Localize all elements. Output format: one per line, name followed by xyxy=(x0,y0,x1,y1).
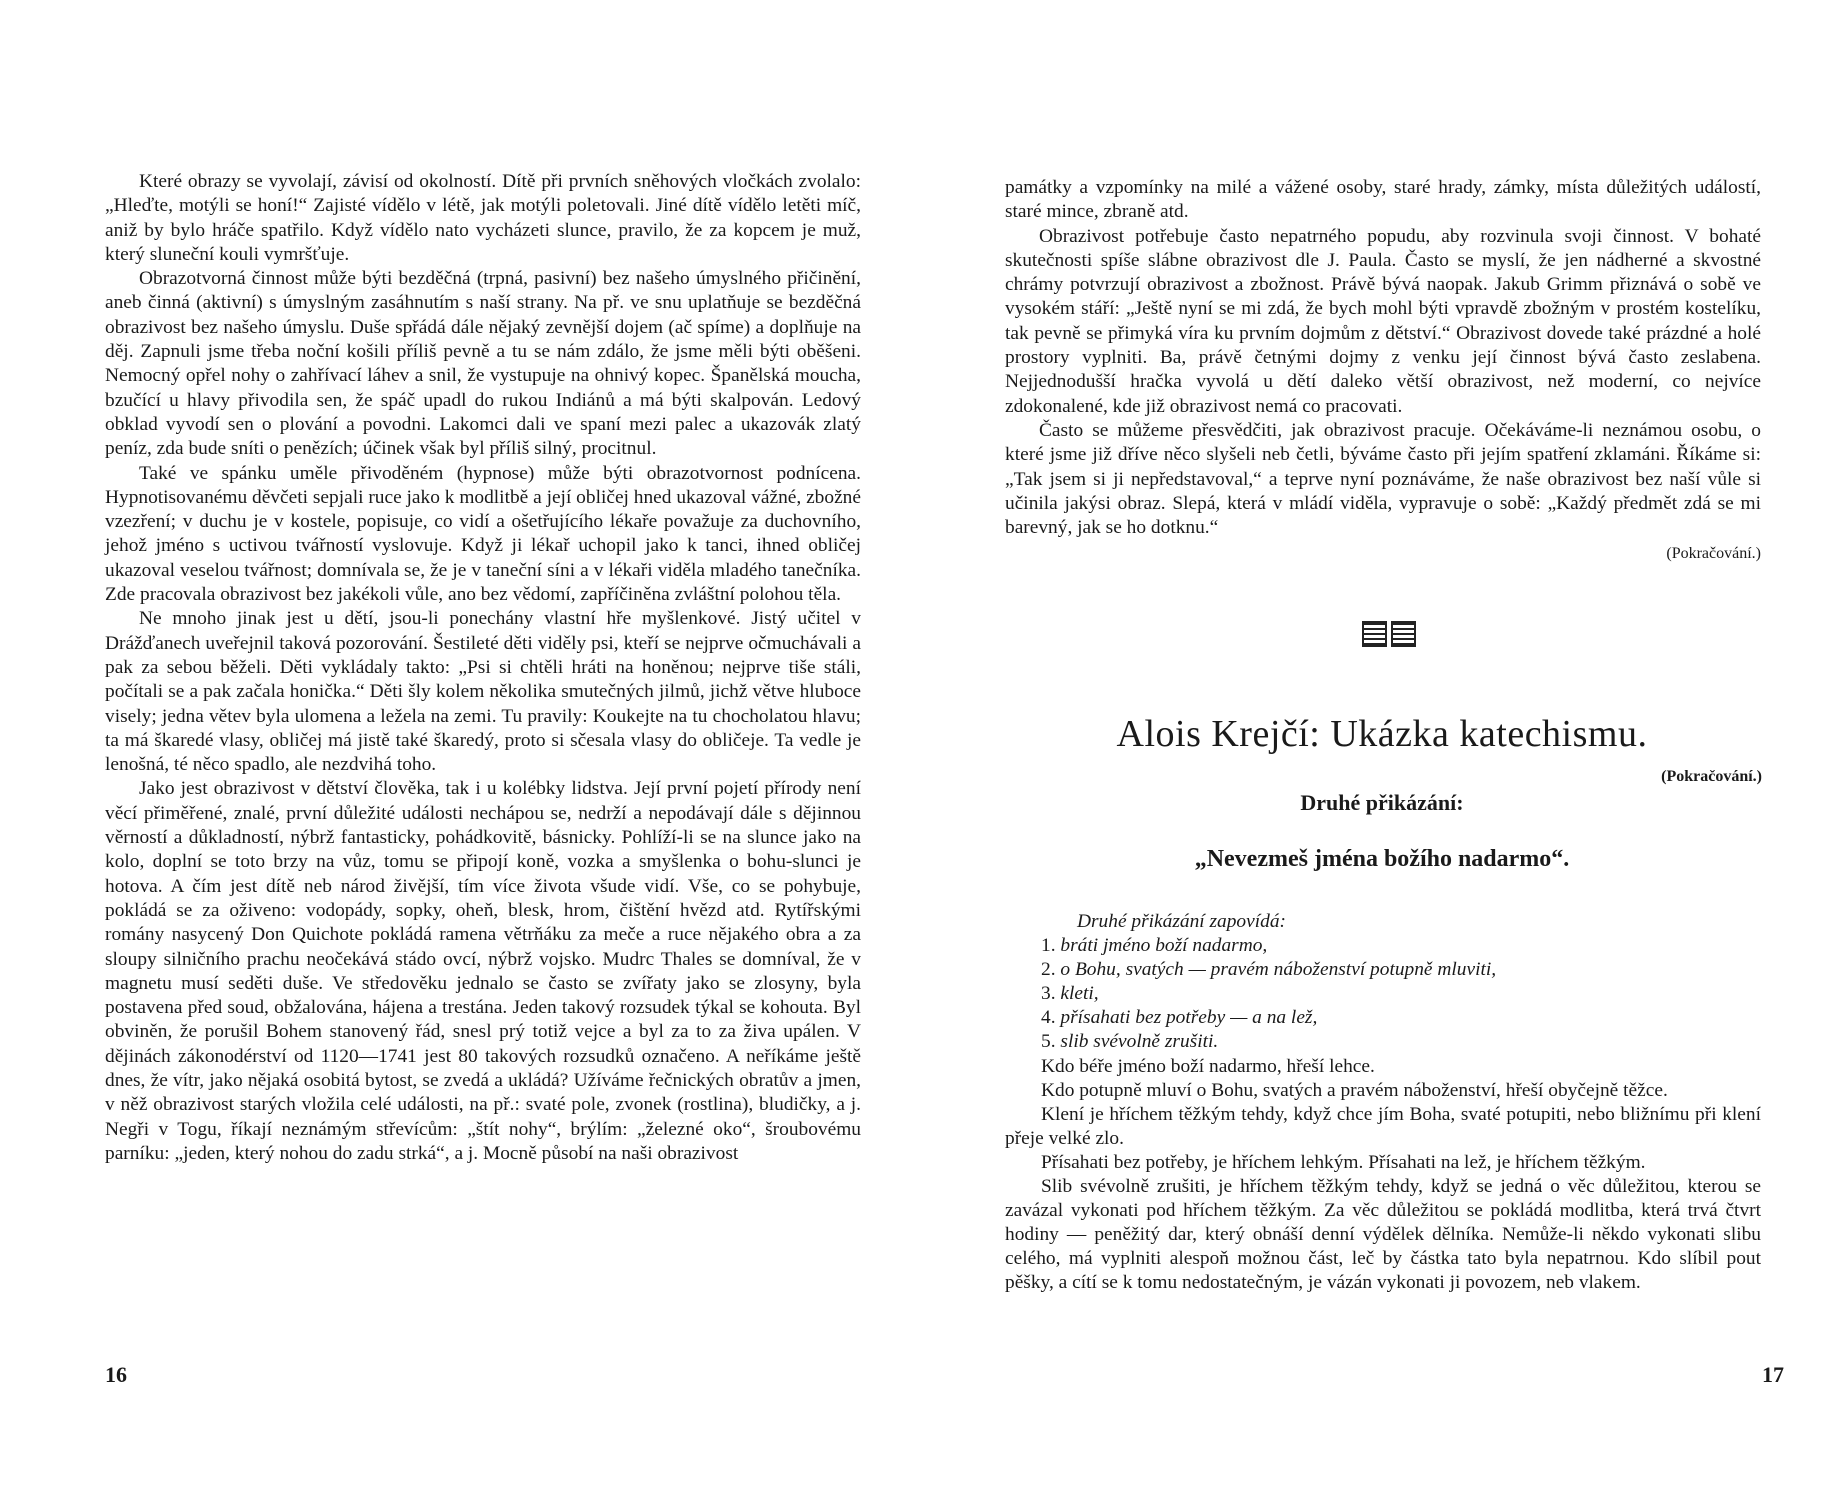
commandment-heading: Druhé přikázání: xyxy=(1300,790,1464,815)
continued-note: (Pokračování.) xyxy=(1666,545,1761,563)
section-ornament-icon xyxy=(1362,621,1416,647)
paragraph: Kdo béře jméno boží nadarmo, hřeší lehce. xyxy=(1041,1055,1375,1077)
item-number: 2. xyxy=(1041,959,1056,981)
paragraph: Také ve spánku uměle přivoděném (hypnose) může býti obrazotvornost podnícena. Hypnotisovanému děvčeti sepjali ruce jako k modlitbě a její obličej hned ukazoval vážné, zbožné vzezření; v duchu je v kostele, popisuje, co vidí a ošetřujícího lékaře považuje za duchovního, jehož jméno s uctivou tvářností vyslovuje. Když ji lékař uchopil jako k tanci, ihned obličej ukazoval veselou tvářnost; domnívala se, že je v taneční síni a v lékaři viděla mladého tanečníka. Zde pracovala obrazivost bez jakékoli vůle, ano bez vědomí, zapříčiněna zvláštní polohou těla. xyxy=(105,462,861,606)
paragraph: Slib svévolně zrušiti, je hříchem těžkým tehdy, když se jedná o věc důležitou, kterou se zavázal vykonati pod hříchem těžkým. Za věc důležitou se pokládá modlitba, která trvá čtvrt hodiny — peněžitý dar, který obnáší denní výdělek dělníka. Nemůže-li někdo vykonati slibu celého, má vyplniti alespoň možnou část, leč by částka tato byla nepatrnou. Kdo slíbil pout pěšky, a cítí se k tomu nedostatečným, je vázán vykonati ji povozem, neb vlakem. xyxy=(1005,1176,1761,1294)
list-item xyxy=(1041,982,1761,1006)
paragraph: Kdo potupně mluví o Bohu, svatých a pravém náboženství, hřeší obyčejně těžce. xyxy=(1041,1079,1668,1101)
paragraph: Přísahati bez potřeby, je hříchem lehkým. Přísahati na lež, je hříchem těžkým. xyxy=(1041,1151,1646,1173)
paragraph: památky a vzpomínky na milé a vážené osoby, staré hrady, zámky, místa důležitých událostí, staré mince, zbraně atd. xyxy=(1005,177,1761,223)
paragraph: Klení je hříchem těžkým tehdy, když chce jím Boha, svaté potupiti, nebo bližnímu při klení přeje velké zlo. xyxy=(1005,1103,1761,1149)
prohibitions-list xyxy=(1005,934,1761,1054)
item-number: 4. xyxy=(1041,1007,1056,1029)
paragraph: Často se můžeme přesvědčiti, jak obrazivost pracuje. Očekáváme-li neznámou osobu, o které jsme již dříve něco slyšeli neb četli, býváme často při jejím spatření zklamáni. Říkáme si: „Tak jsem si ji nepředstavoval,“ a teprve nyní poznáváme, že naše obrazivost bez naší vůle si učinila jakýsi obraz. Slepá, která v mládí viděla, vypravuje o sobě: „Každý předmět zdá se mi barevný, jak se ho dotknu.“ xyxy=(1005,419,1761,539)
paragraph: Které obrazy se vyvolají, závisí od okolností. Dítě při prvních sněhových vločkách zvolalo: „Hleďte, motýli se honí!“ Zajisté vídělo v létě, jak motýli poletovali. Jiné dítě vídělo letěti míč, aniž by bylo hráče spatřilo. Když vídělo nato vycházeti slunce, pravilo, že za kopcem je muž, který sluneční kouli vymršťuje. xyxy=(105,171,861,265)
page-number: 16 xyxy=(105,1362,127,1387)
item-text: kleti, xyxy=(1060,983,1099,1005)
paragraph: Ne mnoho jinak jest u dětí, jsou-li ponechány vlastní hře myšlenkové. Jistý učitel v Drážďanech uveřejnil taková pozorování. Šestileté děti viděly psi, kteří se nejprve očmuchávali a pak za sebou běželi. Děti vykládaly takto: „Psi si chtěli hráti na honěnou; nejprve tiše stáli, počítali se a pak začala honička.“ Děti šly kolem několika smutečných jilmů, jichž větve hluboce visely; jedna větev byla ulomena a ležela na zemi. Tu pravily: Koukejte na tu chocholatou hlavu; ta má škaredé vlasy, obličej má jistě také škaredý, proto si sčesala vlasy do obličeje. Ta vedle je lenošná, té něco spadlo, ale nezdvihá toho. xyxy=(105,608,861,776)
catechism-body xyxy=(1005,910,1761,1296)
right-text-column xyxy=(1005,176,1761,567)
left-text-column xyxy=(105,170,861,1166)
paragraph: Jako jest obrazivost v dětství člověka, tak i u kolébky lidstva. Její první pojetí přírody není věcí přiměřené, znalé, první důležité události nechápou se, nedrží a nepodávají dále s dějinnou věrností a důkladností, nýbrž fantasticky, pohádkovitě, básnicky. Pohlíží-li se na slunce jako na kolo, doplní se toto brzy na vůz, tomu se připojí koně, vozka a smyšlenka o bohu-slunci je hotova. A čím jest dítě neb národ živější, tím více života všude vidí. Vše, co se pohybuje, pokládá se za oživeno: vodopády, sopky, oheň, blesk, hrom, čištění hvězd atd. Rytířskými romány nasycený Don Quichote pokládá ramena větrňáku za meče a ruce nějakého obra a za sloupy silničního prachu neočekává stádo ovcí, nýbrž vojsko. Mudrc Thales se domníval, že v magnetu musí seděti duše. Ve středověku jednalo se často se zvířaty jako se zlosyny, byla postavena před soud, obžalována, hájena a trestána. Jeden takový rozsudek týkal se kohouta. Byl obviněn, že porušil Bohem stanovený řád, snesl prý totiž vejce a byl za to za živa upálen. V dějinách zákonodérství od 1120—1741 jest 80 takových rozsudků označeno. A neříkáme ještě dnes, že vítr, jako nějaká osobitá bytost, se zvedá a ukládá? Užíváme řečnických obratův a jmen, v něž obrazivost starých vložila celé události, na př.: svaté pole, zvonek (rostlina), bludičky, a j. Negři v Togu, říkají neznámým střevícům: „štít nohy“, brýlím: „železné oko“, šroubovému parníku: „jeden, který nohou do zadu strká“, a j. Mocně působí na naši obrazivost xyxy=(105,778,861,1164)
right-page xyxy=(922,0,1844,1500)
item-text: přísahati bez potřeby — a na lež, xyxy=(1060,1007,1318,1029)
item-number: 3. xyxy=(1041,983,1056,1005)
item-text: o Bohu, svatých — pravém náboženství potupně mluviti, xyxy=(1060,959,1497,981)
list-item xyxy=(1041,958,1761,982)
list-item xyxy=(1041,1006,1761,1030)
list-item xyxy=(1041,1030,1761,1054)
commandment-motto: „Nevezmeš jména božího nadarmo“. xyxy=(1194,846,1570,872)
page-number: 17 xyxy=(1762,1362,1784,1387)
item-number: 1. xyxy=(1041,935,1056,957)
item-number: 5. xyxy=(1041,1031,1056,1053)
item-text: bráti jméno boží nadarmo, xyxy=(1060,935,1268,957)
item-text: slib svévolně zrušiti. xyxy=(1060,1031,1219,1053)
paragraph: Obrazotvorná činnost může býti bezděčná (trpná, pasivní) bez našeho úmyslného přičinění, aneb činná (aktivní) s úmyslným zasáhnutím s naší strany. Na př. ve snu uplatňuje se bezděčná obrazivost bez našeho úmyslu. Duše spřádá dále nějaký zevnější dojem (ač spíme) a doplňuje na děj. Zapnuli jsme třeba noční košili příliš pevně a tu se nám zdálo, že jsme měli býti oběšeni. Nemocný opřel nohy o zahřívací láhev a snil, že vystupuje na ohnivý kopec. Španělská moucha, bzučící u hlavy přivodila sen, že spáč upadl do rukou Indiánů a má býti skalpován. Ledový obklad vyvodí sen o plování a povodni. Lakomci dali ve spaní mezi palec a ukazovák zlatý peníz, zda bude sníti o penězích; účinek však byl příliš silný, procitnul. xyxy=(105,268,861,460)
prohibitions-intro: Druhé přikázání zapovídá: xyxy=(1077,911,1286,932)
continued-note: (Pokračování.) xyxy=(1661,768,1762,785)
list-item xyxy=(1041,934,1761,958)
paragraph: Obrazivost potřebuje často nepatrného popudu, aby rozvinula svoji činnost. V bohaté skutečnosti spíše slábne obrazivost dle J. Paula. Často se myslí, že jen nádherné a skvostné chrámy potvrzují obrazivost a zbožnost. Právě bývá naopak. Jakub Grimm přiznává o sobě ve vysokém stáří: „Ještě nyní se mi zdá, že bych mohl býti vpravdě zbožným v prostém kostelíku, tak pevně se přimyká víra ku prvním dojmům z dětství.“ Obrazivost dovede také prázdné a holé prostory vyplniti. Ba, právě četnými dojmy z venku její činnost bývá často zeslabena. Nejjednodušší hračka vyvolá u dětí daleko větší obrazivost, než moderní, co nejvíce zdokonalené, kde již obrazivost nemá co pracovati. xyxy=(1005,225,1761,417)
article-title: Alois Krejčí: Ukázka katechismu. xyxy=(1116,713,1648,755)
